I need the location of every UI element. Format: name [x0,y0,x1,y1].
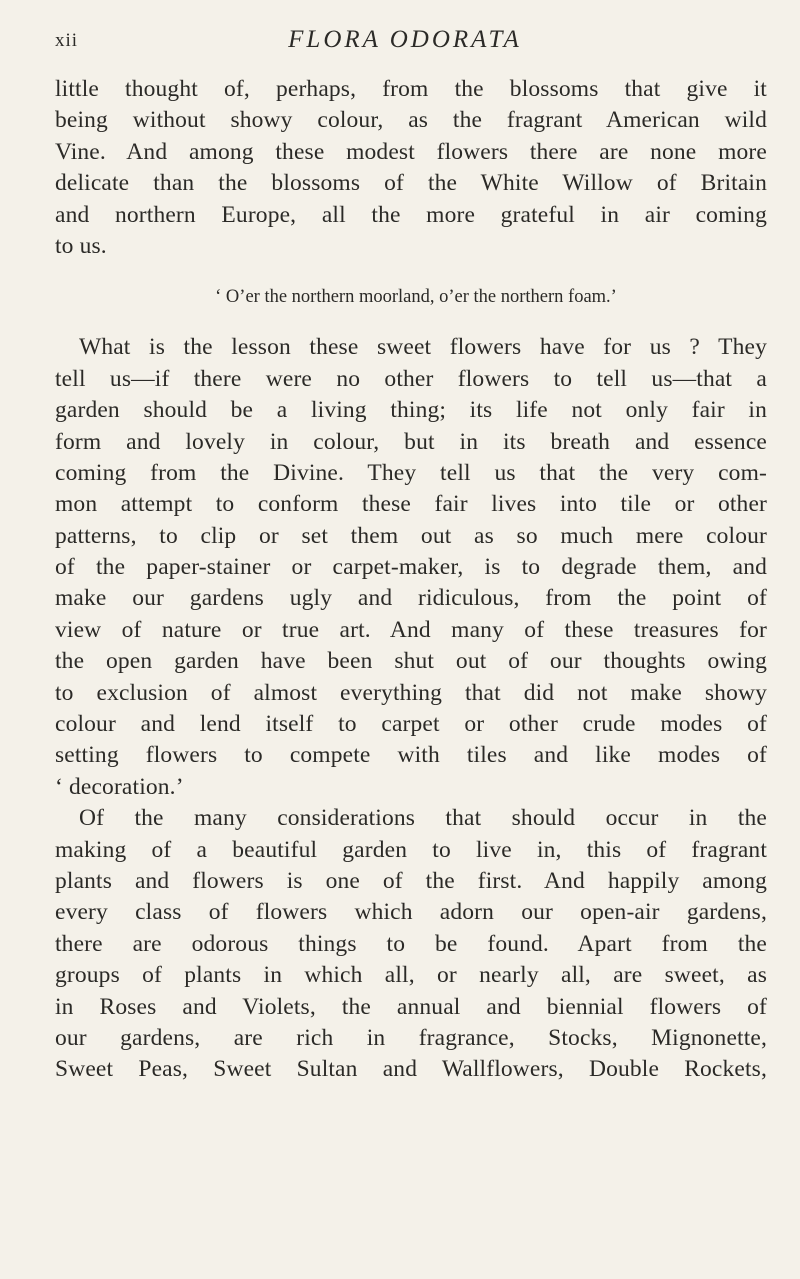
text-line: our gardens, are rich in fragrance, Stocks, Mignonette, [55,1024,767,1051]
text-line: What is the lesson these sweet flowers have for us ? They [79,334,767,361]
text-line: there are odorous things to be found. Apart from the [55,930,767,957]
text-line: view of nature or true art. And many of these treasures for [55,616,767,643]
text-line: plants and flowers is one of the first. And happily among [55,867,767,894]
text-line: groups of plants in which all, or nearly all, are sweet, as [55,962,767,989]
text-line: to us. [55,232,107,259]
text-line: colour and lend itself to carpet or other crude modes of [55,711,767,738]
text-line: in Roses and Violets, the annual and biennial flowers of [55,993,767,1020]
text-line: make our gardens ugly and ridiculous, from the point of [55,585,767,612]
body-text [55,74,767,1086]
paragraph-3 [55,803,767,1086]
text-line: making of a beautiful garden to live in, this of fragrant [55,836,767,863]
text-line: little thought of, perhaps, from the blossoms that give it [55,76,767,102]
text-line: and northern Europe, all the more grateful in air coming [55,201,767,228]
block-quote: ‘ O’er the northern moorland, o’er the northern foam.’ [215,287,617,308]
text-line: the open garden have been shut out of our thoughts owing [55,648,767,675]
text-line: of the paper-stainer or carpet-maker, is to degrade them, and [55,554,767,581]
text-line: every class of flowers which adorn our open-air gardens, [55,899,767,926]
text-line: Of the many considerations that should occur in the [79,805,767,832]
page-number: xii [55,30,79,51]
text-line: form and lovely in colour, but in its breath and essence [55,428,767,455]
text-line: patterns, to clip or set them out as so much mere colour [55,522,767,549]
text-line: ‘ decoration.’ [55,773,184,800]
text-line: Vine. And among these modest flowers there are none more [55,138,767,165]
text-line: to exclusion of almost everything that did not make showy [55,679,767,706]
text-line: garden should be a living thing; its life not only fair in [55,397,767,424]
text-line: coming from the Divine. They tell us that the very com- [55,459,767,486]
text-line: setting flowers to compete with tiles and like modes of [55,742,767,769]
paragraph-1 [55,74,767,262]
text-line: delicate than the blossoms of the White Willow of Britain [55,170,767,197]
text-line: tell us—if there were no other flowers to tell us—that a [55,365,767,392]
running-title: FLORA ODORATA [288,26,522,53]
paragraph-2 [55,332,767,803]
text-line: Sweet Peas, Sweet Sultan and Wallflowers, Double Rockets, [55,1056,767,1083]
page-header [55,26,755,66]
text-line: mon attempt to conform these fair lives into tile or other [55,491,767,518]
text-line: being without showy colour, as the fragrant American wild [55,107,767,134]
